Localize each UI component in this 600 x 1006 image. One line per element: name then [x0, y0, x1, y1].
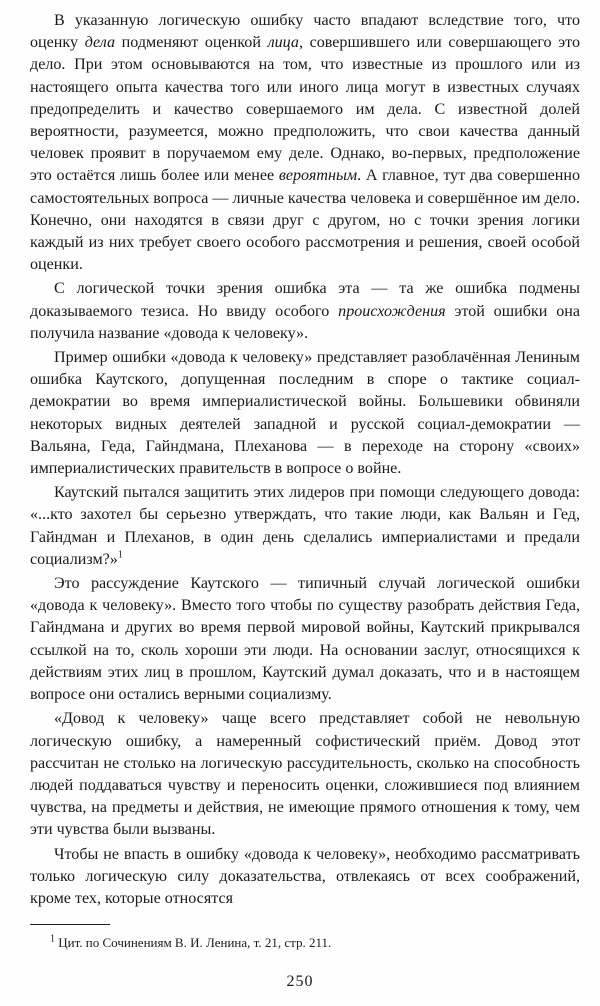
footnote-ref: 1 — [117, 549, 123, 561]
body-text — [30, 10, 580, 912]
text-run: Каутский пытался защитить этих лидеров при помощи следующего довода: «...кто захотел бы серьезно утверждать, что такие люди, как Вальян и Гед, Гайндман и Плеханов, в один день сделались империалистами и предали социализм?» — [30, 484, 580, 568]
paragraph — [30, 573, 580, 706]
italic-text: лица — [267, 34, 299, 52]
paragraph — [30, 347, 580, 480]
text-run: подменяют оценкой — [115, 34, 268, 52]
text-run: Чтобы не впасть в ошибку «довода к человеку», необходимо рассматривать только логическую силу доказательства, отвлекаясь от всех соображений, кроме тех, которые относятся — [30, 845, 580, 907]
italic-text: вероятным — [278, 167, 358, 185]
paragraph — [30, 10, 580, 276]
text-run: , совершившего или совершающего это дело. При этом основываются на том, что известные из прошлого или из настоящего опыта качества того или иного лица могут в известных случаях предопределить и качество совершаемого им дела. С известной долей вероятности, разумеется, можно предположить, что свои качества данный человек проявит в поручаемом ему деле. Однако, во-первых, предположение это остаётся лишь более или менее — [30, 34, 581, 185]
page-number: 250 — [286, 973, 314, 990]
text-run: С логической точки зрения ошибка эта — та же ошибка подмены доказываемого тезиса. Но ввиду особого — [30, 280, 580, 320]
paragraph — [30, 844, 580, 911]
text-run: этой ошибки она получила название «довода к человеку». — [30, 302, 580, 342]
italic-text: дела — [84, 34, 116, 52]
text-run: «Довод к человеку» чаще всего представляет собой не невольную логическую ошибку, а намеренный софистический приём. Довод этот рассчитан не столько на логическую рассудительность, сколько на способность людей поддаваться чувству и переносить оценки, сложившиеся под влиянием чувства, на предметы и действия, не имеющие прямого отношения к тому, чем эти чувства были вызваны. — [30, 710, 580, 839]
paragraph — [30, 278, 580, 345]
text-run: Это рассуждение Каутского — типичный случай логической ошибки «довода к человеку». Вместо того чтобы по существу разобрать действия Геда, Гайндмана и других во время первой мировой войны, Каутский прикрывался ссылкой на то, сколь хороши эти люди. На основании заслуг, относящихся к действиям этих лиц в прошлом, Каутский думал доказать, что и в настоящем вопросе они остались верными социализму. — [30, 575, 580, 704]
footnote-divider — [30, 924, 110, 925]
text-run: В указанную логическую ошибку часто впадают вследствие того, что оценку — [30, 12, 580, 52]
paragraph — [30, 708, 580, 841]
text-run: Пример ошибки «довода к человеку» представляет разоблачённая Лениным ошибка Каутского, допущенная последним в споре о тактике социал-демократии во время империалистической войны. Большевики обвиняли некоторых видных деятелей западной и русской социал-демократии — Вальяна, Геда, Гайндмана, Плеханова — в переходе на сторону «своих» империалистических правительств в вопросе о войне. — [30, 349, 580, 478]
text-run: . А главное, тут два совершенно самостоятельных вопроса — личные качества человека и совершённое им дело. Конечно, они находятся в связи друг с другом, но с точки зрения логики каждый из них требует своего особого рассмотрения и решения, своей особой оценки. — [30, 167, 581, 274]
footnote — [50, 934, 570, 952]
paragraph — [30, 482, 580, 571]
footnote-text: Цит. по Сочинениям В. И. Ленина, т. 21, стр. 211. — [55, 935, 332, 950]
italic-text: происхождения — [338, 302, 446, 320]
footnote-marker: 1 — [50, 933, 55, 945]
